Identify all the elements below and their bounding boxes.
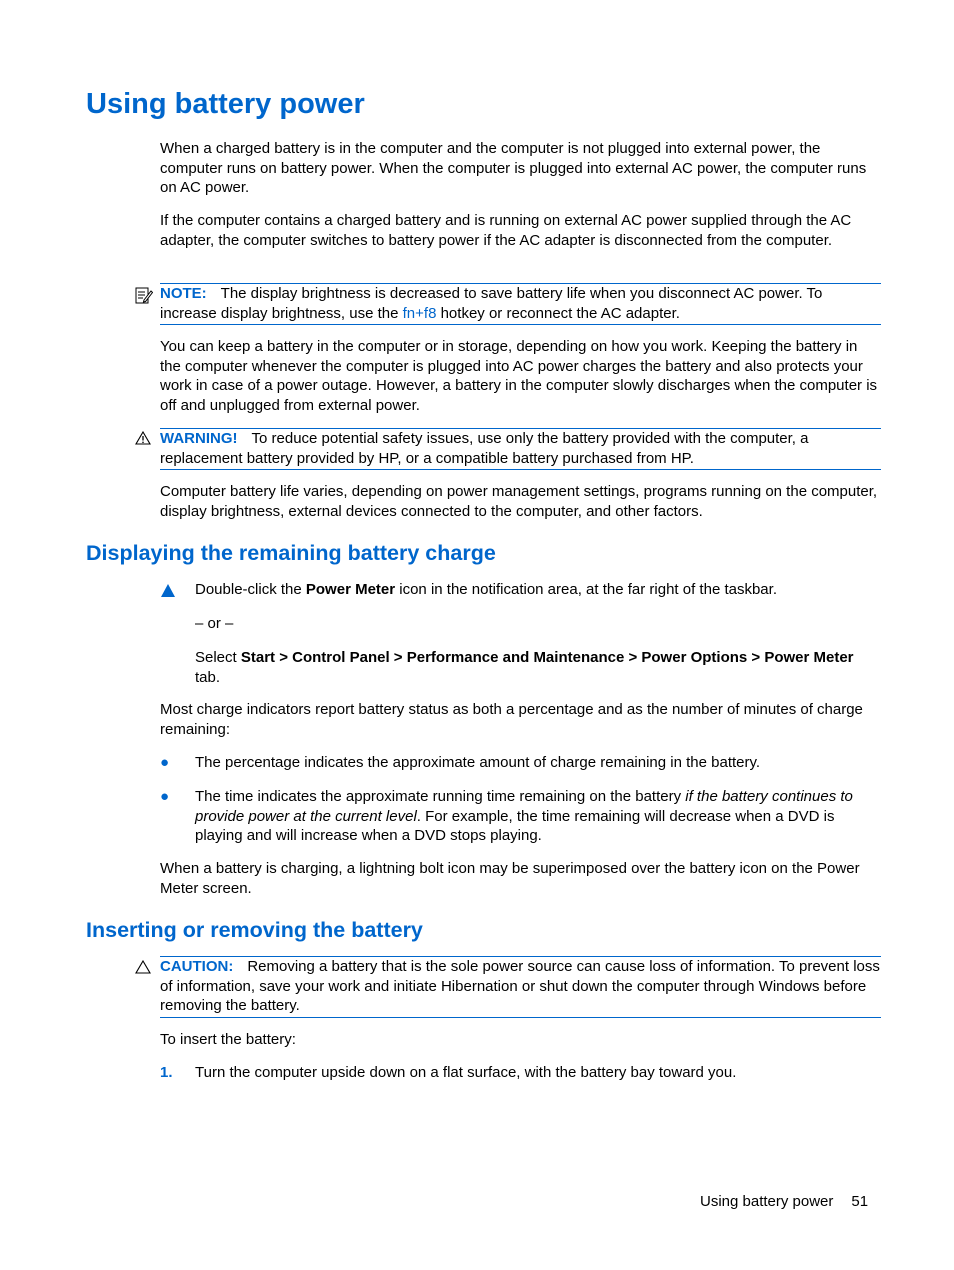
section-heading-insert-remove: Inserting or removing the battery — [86, 918, 423, 942]
warning-icon — [135, 431, 151, 445]
intro-paragraph-2: If the computer contains a charged battery and is running on external AC power supplied through the AC adapter, the computer switches to battery power if the AC adapter is disconnected from the computer. — [160, 212, 852, 249]
triangle-bullet-icon — [161, 584, 175, 597]
caution-box — [160, 956, 881, 1018]
warning-label: WARNING! — [160, 430, 238, 447]
page-number: 51 — [851, 1193, 869, 1210]
paragraph-charging-icon: When a battery is charging, a lightning bolt icon may be superimposed over the battery icon on the Power Meter screen. — [160, 860, 860, 897]
hotkey-link[interactable]: fn+f8 — [402, 304, 437, 322]
step-turn-computer: Turn the computer upside down on a flat surface, with the battery bay toward you. — [195, 1064, 737, 1081]
bullet-dot-1: ● — [160, 754, 170, 771]
step-double-click: Double-click the Power Meter icon in the notification area, at the far right of the taskbar. — [195, 581, 777, 598]
paragraph-battery-life: Computer battery life varies, depending on power management settings, programs running on the computer, display brightness, external devices connected to the computer, and other factors. — [160, 483, 878, 520]
power-meter-term: Power Meter — [305, 581, 396, 598]
step-select-menu-path: Select Start > Control Panel > Performance and Maintenance > Power Options > Power Meter tab. — [195, 649, 854, 686]
menu-path: Start > Control Panel > Performance and Maintenance > Power Options > Power Meter — [240, 649, 854, 666]
page-title: Using battery power — [86, 88, 365, 120]
caution-icon — [135, 960, 151, 974]
bullet-dot-2: ● — [160, 788, 170, 805]
note-box — [160, 283, 881, 325]
section-heading-remaining-charge: Displaying the remaining battery charge — [86, 541, 496, 565]
note-label: NOTE: — [160, 285, 207, 302]
caution-text: Removing a battery that is the sole power source can cause loss of information. To prevent loss of information, save your work and initiate Hibernation or shut down the computer through Windows before removing the battery. — [160, 958, 880, 1014]
footer-section-title: Using battery power — [700, 1193, 834, 1210]
bullet-percentage: The percentage indicates the approximate amount of charge remaining in the battery. — [195, 754, 761, 771]
paragraph-insert-intro: To insert the battery: — [160, 1031, 296, 1048]
step-number-1: 1. — [160, 1064, 173, 1081]
paragraph-charge-indicators: Most charge indicators report battery status as both a percentage and as the number of minutes of charge remaining: — [160, 701, 863, 738]
warning-box — [160, 428, 881, 470]
note-text-after: hotkey or reconnect the AC adapter. — [436, 304, 680, 322]
note-text-before: The display brightness is decreased to save battery life when you disconnect AC power. To increase display brightness, use the — [160, 285, 823, 322]
note-icon — [135, 287, 153, 304]
intro-paragraph-1: When a charged battery is in the computer and the computer is not plugged into external power, the computer runs on battery power. When the computer is plugged into external AC power, the computer runs on AC power. — [160, 140, 867, 196]
page-footer — [700, 1193, 868, 1210]
or-separator: – or – — [195, 615, 234, 632]
bullet-time: The time indicates the approximate running time remaining on the battery if the battery continues to provide power at the current level. For example, the time remaining will decrease when a DVD is playing and will increase when a DVD stops playing. — [195, 788, 853, 844]
warning-text: To reduce potential safety issues, use only the battery provided with the computer, a replacement battery provided by HP, or a compatible battery purchased from HP. — [160, 430, 809, 467]
paragraph-keep-battery: You can keep a battery in the computer or in storage, depending on how you work. Keeping the battery in the computer whenever the computer is plugged into AC power charges the battery and also protects your work in case of a power outage. However, a battery in the computer slowly discharges when the computer is off and unplugged from external power. — [160, 338, 878, 414]
caution-label: CAUTION: — [160, 958, 234, 975]
